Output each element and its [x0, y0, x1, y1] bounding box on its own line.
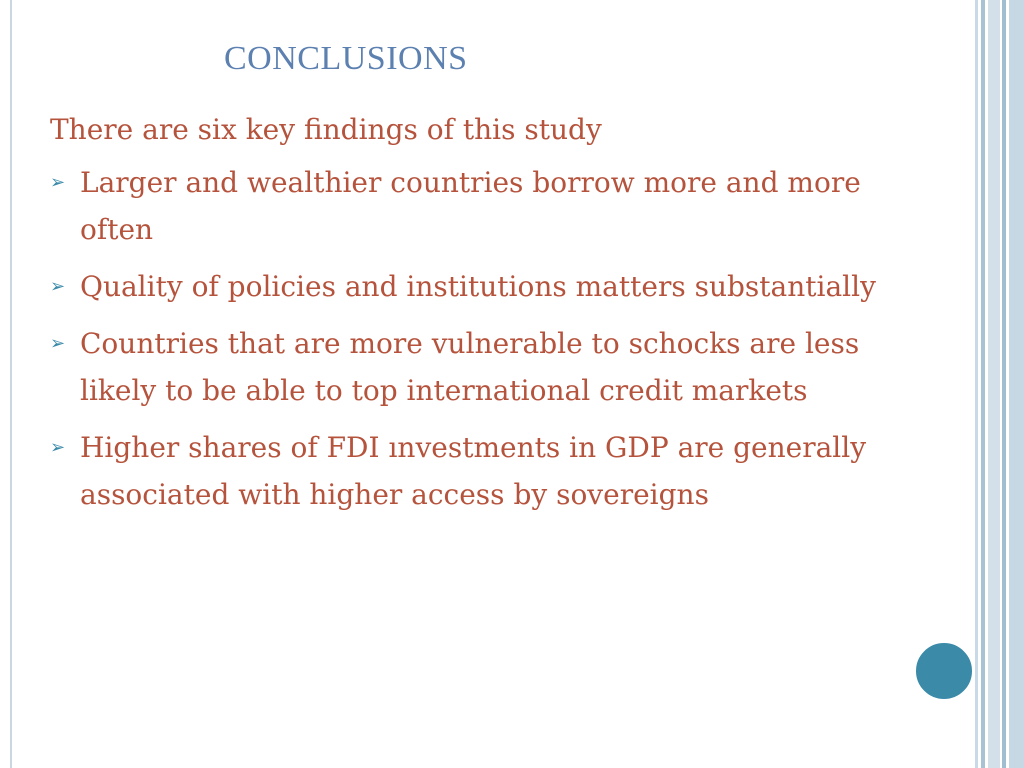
slide-title: CONCLUSIONS [224, 40, 468, 77]
finding-item [50, 159, 910, 253]
finding-item [50, 320, 910, 414]
finding-item [50, 263, 910, 310]
slide-body [50, 106, 910, 528]
left-border-line [10, 0, 12, 768]
arrow-right-bullet-icon: ➢ [50, 276, 66, 297]
arrow-right-bullet-icon: ➢ [50, 333, 66, 354]
right-stripe-decoration [988, 0, 1000, 768]
right-stripe-decoration [1009, 0, 1024, 768]
finding-text: Countries that are more vulnerable to schocks are less likely to be able to top international credit markets [80, 327, 860, 407]
right-stripe-decoration [975, 0, 978, 768]
finding-text: Quality of policies and institutions matters substantially [80, 270, 876, 303]
right-stripe-decoration [1002, 0, 1006, 768]
finding-text: Larger and wealthier countries borrow more and more often [80, 166, 861, 246]
findings-list [50, 159, 910, 518]
finding-text: Higher shares of FDI ınvestments in GDP are generally associated with higher access by sovereigns [80, 431, 867, 511]
finding-item [50, 424, 910, 518]
intro-text: There are six key findings of this study [50, 113, 602, 146]
arrow-right-bullet-icon: ➢ [50, 172, 66, 193]
right-stripe-decoration [981, 0, 985, 768]
decorative-circle [913, 640, 975, 702]
arrow-right-bullet-icon: ➢ [50, 437, 66, 458]
